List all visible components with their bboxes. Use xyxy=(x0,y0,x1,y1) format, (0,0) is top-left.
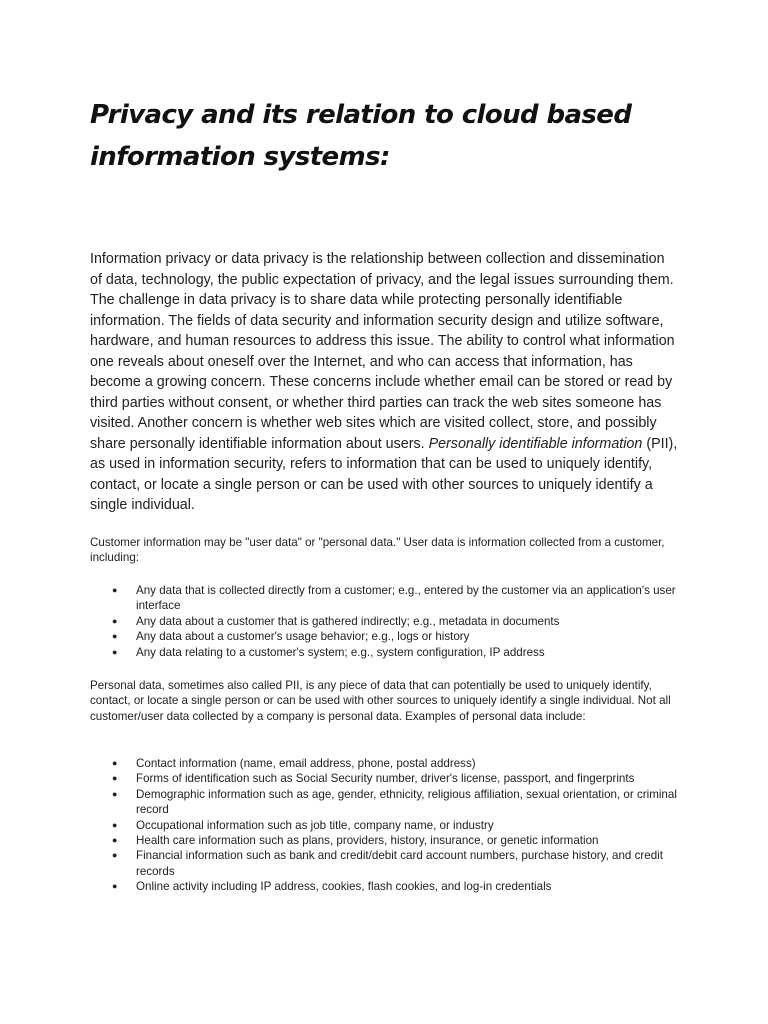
list-item xyxy=(90,645,690,660)
bullet-icon: ● xyxy=(112,758,118,768)
list-item-text: Any data that is collected directly from a customer; e.g., entered by the customer via an application's user interface xyxy=(136,584,676,613)
page-title: Privacy and its relation to cloud based information systems: xyxy=(90,100,632,172)
list-item xyxy=(90,771,690,786)
list-item xyxy=(90,848,690,879)
bullet-icon: ● xyxy=(112,773,118,784)
personal-data-list xyxy=(90,756,690,895)
personal-data-paragraph: Personal data, sometimes also called PII, is any piece of data that can potentially be used to uniquely identify, contact, or locate a single person or can be used with other sources to uniquely identify a single individual. Not all customer/user data collected by a company is personal data. Examples of personal data include: xyxy=(90,679,671,723)
list-item-text: Any data about a customer's usage behavior; e.g., logs or history xyxy=(136,630,470,644)
list-item xyxy=(90,879,690,894)
list-item xyxy=(90,818,690,833)
bullet-icon: ● xyxy=(112,646,118,657)
list-item-text: Online activity including IP address, cookies, flash cookies, and log-in credentials xyxy=(136,880,552,894)
list-item xyxy=(90,833,690,848)
list-item-text: Contact information (name, email address, phone, postal address) xyxy=(136,757,476,770)
customer-info-paragraph: Customer information may be "user data" or "personal data." User data is information collected from a customer, including: xyxy=(90,536,665,565)
bullet-icon: ● xyxy=(112,788,118,799)
list-item-text: Any data about a customer that is gathered indirectly; e.g., metadata in documents xyxy=(136,614,560,628)
bullet-icon: ● xyxy=(112,850,118,861)
list-item xyxy=(90,756,690,771)
list-item-text: Any data relating to a customer's system; e.g., system configuration, IP address xyxy=(136,645,545,659)
bullet-icon: ● xyxy=(112,585,118,595)
list-item xyxy=(90,614,690,629)
customer-data-list xyxy=(90,583,690,660)
bullet-icon: ● xyxy=(112,615,118,626)
list-item-text: Occupational information such as job title, company name, or industry xyxy=(136,818,494,832)
list-item-text: Health care information such as plans, providers, history, insurance, or genetic information xyxy=(136,834,599,848)
bullet-icon: ● xyxy=(112,881,118,892)
list-item xyxy=(90,583,690,614)
intro-paragraph xyxy=(90,249,680,516)
list-item-text: Demographic information such as age, gender, ethnicity, religious affiliation, sexual orientation, or criminal record xyxy=(136,787,677,817)
intro-text-before: Information privacy or data privacy is the relationship between collection and dissemination of data, technology, the public expectation of privacy, and the legal issues surrounding them. The challenge in data privacy is to share data while protecting personally identifiable information. The fields of data security and information security design and utilize software, hardware, and human resources to address this issue. The ability to control what information one reveals about oneself over the Internet, and who can access that information, has become a growing concern. These concerns include whether email can be stored or read by third parties without consent, or whether third parties can track the web sites someone has visited. Another concern is whether web sites which are visited collect, store, and possibly share personally identifiable information about users. xyxy=(90,251,675,452)
bullet-icon: ● xyxy=(112,819,118,830)
intro-text-after: (PII), as used in information security, refers to information that can be used to uniquely identify, contact, or locate a single person or can be used with other sources to uniquely identify a single individual. xyxy=(90,435,678,513)
bullet-icon: ● xyxy=(112,631,118,642)
list-item xyxy=(90,787,690,818)
pii-term: Personally identifiable information xyxy=(428,435,643,452)
list-item xyxy=(90,629,690,644)
list-item-text: Financial information such as bank and credit/debit card account numbers, purchase history, and credit records xyxy=(136,849,663,878)
bullet-icon: ● xyxy=(112,835,118,846)
list-item-text: Forms of identification such as Social Security number, driver's license, passport, and fingerprints xyxy=(136,772,635,786)
